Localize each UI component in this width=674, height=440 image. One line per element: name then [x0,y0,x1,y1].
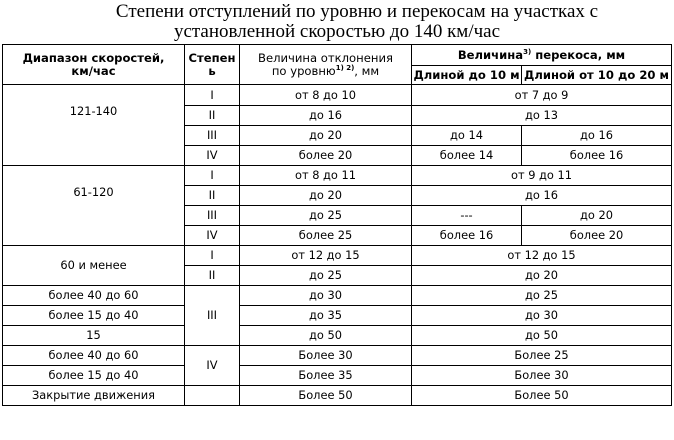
skew-cell: от 7 до 9 [412,85,672,106]
degree-cell: IV [185,346,240,386]
table-row [3,346,672,366]
skew-cell: Более 25 [412,346,672,366]
degree-cell: II [185,106,240,126]
skew-cell-2: до 20 [522,206,672,226]
skew-cell: до 30 [412,306,672,326]
skew-cell: до 13 [412,106,672,126]
speed-cell: более 15 до 40 [3,366,185,386]
header-speed-range: Диапазон скоростей, км/час [3,45,185,85]
level-cell: Более 50 [240,386,412,406]
degree-cell: III [185,206,240,226]
header-skew-len1: Длиной до 10 м [412,66,522,85]
degree-cell: IV [185,146,240,166]
table-row [3,246,672,266]
table-row [3,286,672,306]
level-cell: до 35 [240,306,412,326]
deviation-table [2,44,672,406]
degree-cell: II [185,266,240,286]
title-line-2: установленной скоростью до 140 км/час [173,21,501,42]
skew-cell: до 20 [412,266,672,286]
header-level-deviation: Величина отклонения по уровню$^{1) 2)}$, мм [240,45,412,85]
skew-cell-2: более 20 [522,226,672,246]
table-row [3,166,672,186]
degree-cell: III [185,126,240,146]
level-cell: до 16 [240,106,412,126]
document-title [0,2,674,42]
table-row [3,306,672,326]
skew-cell: до 16 [412,186,672,206]
degree-cell: III [185,286,240,346]
level-cell: до 20 [240,126,412,146]
level-cell: от 12 до 15 [240,246,412,266]
skew-cell-1: до 14 [412,126,522,146]
level-cell: более 20 [240,146,412,166]
header-skew-len2: Длиной от 10 до 20 м [522,66,672,85]
header-degree: Степень [185,45,240,85]
level-cell: от 8 до 10 [240,85,412,106]
skew-cell-1: --- [412,206,522,226]
level-cell: до 25 [240,206,412,226]
skew-cell-1: более 14 [412,146,522,166]
speed-cell: 15 [3,326,185,346]
degree-cell-empty [185,386,240,406]
speed-cell: 121-140 [3,85,185,166]
level-cell: до 50 [240,326,412,346]
speed-cell: Закрытие движения [3,386,185,406]
level-cell: до 20 [240,186,412,206]
speed-cell: более 15 до 40 [3,306,185,326]
degree-cell: II [185,186,240,206]
table-row [3,366,672,386]
header-skew: Величина$^{3)}$ перекоса, мм [412,45,672,66]
level-cell: от 8 до 11 [240,166,412,186]
speed-cell: более 40 до 60 [3,346,185,366]
title-line-1: Степени отступлений по уровню и перекосам на участках с [115,1,599,22]
level-cell: Более 30 [240,346,412,366]
speed-cell: более 40 до 60 [3,286,185,306]
skew-cell-2: до 16 [522,126,672,146]
skew-cell-1: более 16 [412,226,522,246]
degree-cell: IV [185,226,240,246]
degree-cell: I [185,246,240,266]
skew-cell: от 9 до 11 [412,166,672,186]
level-cell: до 30 [240,286,412,306]
skew-cell: до 50 [412,326,672,346]
table-row [3,326,672,346]
level-cell: до 25 [240,266,412,286]
skew-cell: Более 50 [412,386,672,406]
level-cell: более 25 [240,226,412,246]
degree-cell: I [185,166,240,186]
degree-cell: I [185,85,240,106]
skew-cell: от 12 до 15 [412,246,672,266]
table-row [3,386,672,406]
level-cell: Более 35 [240,366,412,386]
skew-cell: Более 30 [412,366,672,386]
speed-cell: 61-120 [3,166,185,246]
speed-cell: 60 и менее [3,246,185,286]
skew-cell-2: более 16 [522,146,672,166]
table-row [3,85,672,106]
header-row-1 [3,45,672,66]
skew-cell: до 25 [412,286,672,306]
